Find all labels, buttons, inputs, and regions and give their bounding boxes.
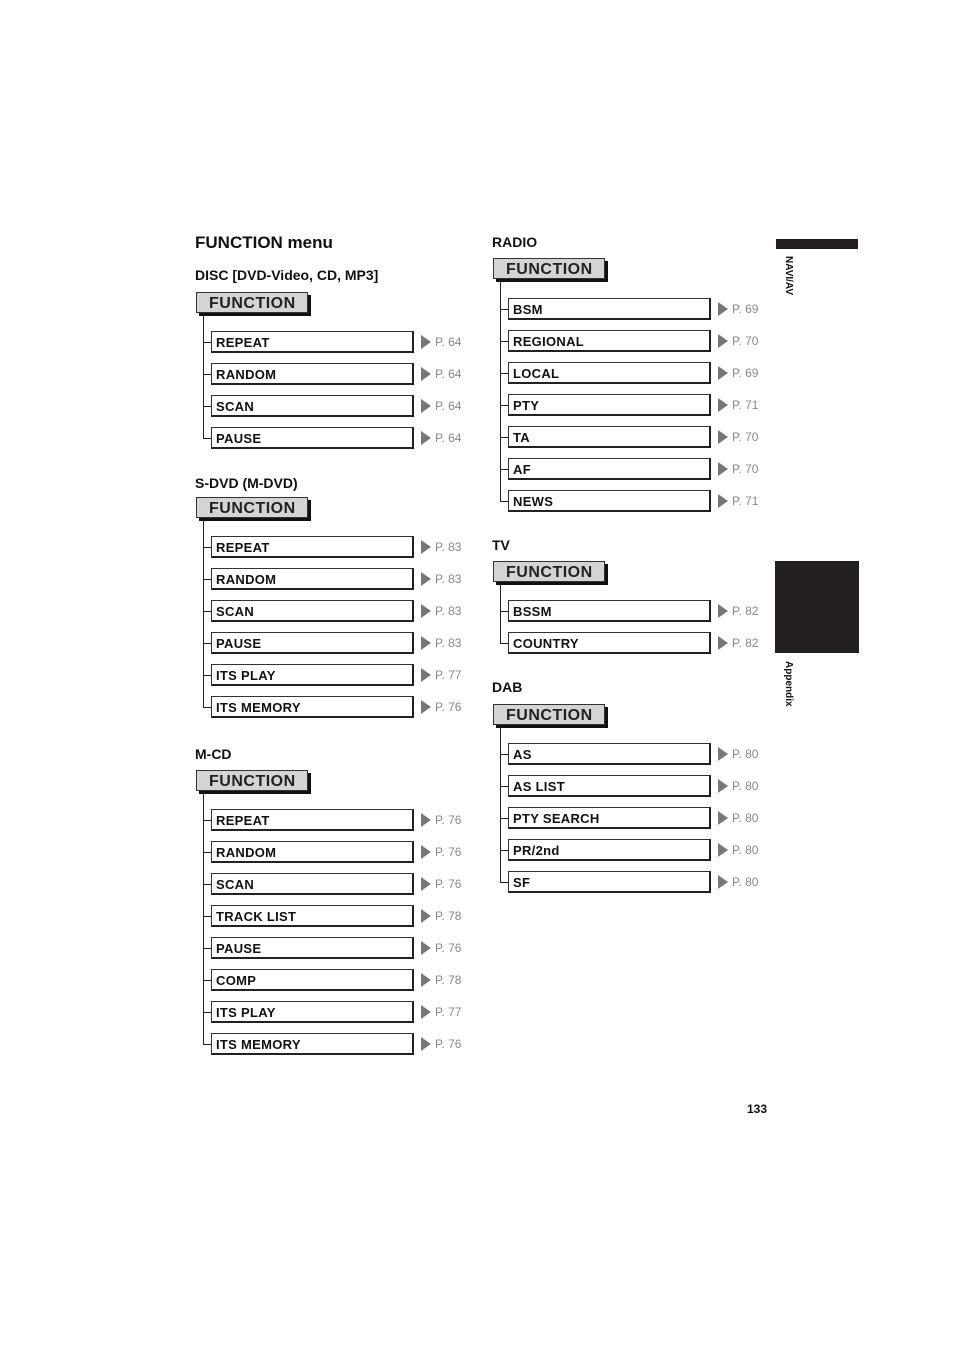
arrow-right-icon	[421, 431, 431, 445]
menu-item-button[interactable]: COMP	[211, 969, 414, 991]
page-reference: P. 76	[435, 700, 462, 714]
arrow-right-icon	[718, 494, 728, 508]
tree-branch	[500, 501, 508, 502]
menu-item-button[interactable]: LOCAL	[508, 362, 711, 384]
function-button[interactable]: FUNCTION	[493, 704, 605, 725]
menu-item-button[interactable]: RANDOM	[211, 363, 414, 385]
arrow-right-icon	[718, 430, 728, 444]
arrow-right-icon	[421, 335, 431, 349]
menu-item-row	[203, 809, 503, 834]
arrow-right-icon	[718, 334, 728, 348]
page-reference: P. 76	[435, 813, 462, 827]
tree-branch	[500, 405, 508, 406]
menu-item-row	[203, 873, 503, 898]
page-reference: P. 82	[732, 636, 759, 650]
menu-item-row	[203, 664, 503, 689]
arrow-right-icon	[421, 399, 431, 413]
arrow-right-icon	[421, 636, 431, 650]
side-tab-appendix: Appendix	[783, 661, 794, 707]
menu-item-button[interactable]: SF	[508, 871, 711, 893]
tree-branch	[203, 1012, 211, 1013]
arrow-right-icon	[421, 909, 431, 923]
arrow-right-icon	[421, 668, 431, 682]
arrow-right-icon	[421, 1037, 431, 1051]
arrow-right-icon	[421, 941, 431, 955]
arrow-right-icon	[718, 636, 728, 650]
arrow-right-icon	[421, 367, 431, 381]
page-reference: P. 80	[732, 779, 759, 793]
menu-item-row	[500, 600, 800, 625]
page-reference: P. 69	[732, 302, 759, 316]
page-reference: P. 76	[435, 845, 462, 859]
menu-item-button[interactable]: BSM	[508, 298, 711, 320]
menu-item-button[interactable]: SCAN	[211, 873, 414, 895]
menu-item-button[interactable]: REPEAT	[211, 331, 414, 353]
side-tab-marker-top	[776, 239, 858, 249]
menu-item-row	[203, 937, 503, 962]
arrow-right-icon	[421, 813, 431, 827]
side-tab-marker-appendix	[775, 561, 859, 653]
tree-branch	[203, 342, 211, 343]
page-reference: P. 80	[732, 747, 759, 761]
page-reference: P. 64	[435, 335, 462, 349]
menu-item-row	[500, 394, 800, 419]
page-reference: P. 78	[435, 973, 462, 987]
page-reference: P. 78	[435, 909, 462, 923]
page-reference: P. 80	[732, 875, 759, 889]
page-reference: P. 70	[732, 334, 759, 348]
tree-branch	[203, 1044, 211, 1045]
page-reference: P. 83	[435, 572, 462, 586]
tree-branch	[203, 643, 211, 644]
arrow-right-icon	[718, 875, 728, 889]
tree-branch	[500, 818, 508, 819]
page-reference: P. 83	[435, 540, 462, 554]
arrow-right-icon	[718, 302, 728, 316]
menu-item-row	[500, 490, 800, 515]
section-title: DISC [DVD-Video, CD, MP3]	[195, 267, 379, 283]
menu-item-button[interactable]: PTY	[508, 394, 711, 416]
menu-item-row	[500, 330, 800, 355]
menu-item-row	[203, 600, 503, 625]
arrow-right-icon	[421, 1005, 431, 1019]
section-title: DAB	[492, 679, 523, 695]
tree-branch	[500, 850, 508, 851]
menu-item-button[interactable]: AF	[508, 458, 711, 480]
page-reference: P. 71	[732, 398, 759, 412]
page-reference: P. 77	[435, 668, 462, 682]
menu-item-row	[500, 839, 800, 864]
menu-item-button[interactable]: BSSM	[508, 600, 711, 622]
menu-item-button[interactable]: TA	[508, 426, 711, 448]
section-title: RADIO	[492, 234, 538, 250]
menu-item-button[interactable]: PR/2nd	[508, 839, 711, 861]
menu-item-row	[203, 363, 503, 388]
menu-item-button[interactable]: ITS PLAY	[211, 1001, 414, 1023]
page-reference: P. 64	[435, 399, 462, 413]
menu-item-button[interactable]: COUNTRY	[508, 632, 711, 654]
page-number: 133	[747, 1102, 768, 1116]
menu-item-row	[203, 841, 503, 866]
menu-item-button[interactable]: PAUSE	[211, 427, 414, 449]
tree-branch	[500, 643, 508, 644]
menu-item-button[interactable]: REPEAT	[211, 536, 414, 558]
menu-item-row	[500, 871, 800, 896]
arrow-right-icon	[718, 747, 728, 761]
page-reference: P. 64	[435, 367, 462, 381]
arrow-right-icon	[718, 779, 728, 793]
arrow-right-icon	[421, 572, 431, 586]
tree-branch	[203, 916, 211, 917]
tree-branch	[203, 707, 211, 708]
arrow-right-icon	[421, 973, 431, 987]
menu-item-row	[203, 1001, 503, 1026]
tree-branch	[203, 547, 211, 548]
tree-branch	[203, 980, 211, 981]
function-button[interactable]: FUNCTION	[196, 292, 308, 313]
tree-branch	[500, 611, 508, 612]
page-title	[195, 233, 333, 253]
arrow-right-icon	[718, 366, 728, 380]
menu-item-row	[203, 1033, 503, 1058]
page-reference: P. 76	[435, 1037, 462, 1051]
menu-item-button[interactable]: RANDOM	[211, 568, 414, 590]
arrow-right-icon	[421, 877, 431, 891]
menu-item-row	[203, 696, 503, 721]
page-reference: P. 71	[732, 494, 759, 508]
function-button[interactable]: FUNCTION	[493, 258, 605, 279]
menu-item-button[interactable]: REPEAT	[211, 809, 414, 831]
tree-branch	[500, 341, 508, 342]
menu-item-row	[500, 743, 800, 768]
page-reference: P. 76	[435, 941, 462, 955]
menu-item-row	[500, 807, 800, 832]
tree-branch	[203, 852, 211, 853]
menu-item-row	[203, 536, 503, 561]
tree-branch	[500, 469, 508, 470]
menu-item-button[interactable]: ITS MEMORY	[211, 1033, 414, 1055]
menu-item-row	[203, 905, 503, 930]
menu-item-button[interactable]: PTY SEARCH	[508, 807, 711, 829]
tree-branch	[500, 309, 508, 310]
section-title: M-CD	[195, 746, 232, 762]
page-reference: P. 76	[435, 877, 462, 891]
page-reference: P. 70	[732, 462, 759, 476]
page-reference: P. 77	[435, 1005, 462, 1019]
tree-branch	[500, 437, 508, 438]
tree-branch	[203, 820, 211, 821]
page-reference: P. 69	[732, 366, 759, 380]
tree-branch	[203, 948, 211, 949]
section-title: TV	[492, 537, 510, 553]
page-reference: P. 80	[732, 811, 759, 825]
menu-item-row	[500, 362, 800, 387]
function-button[interactable]: FUNCTION	[196, 497, 308, 518]
menu-item-row	[500, 298, 800, 323]
tree-branch	[203, 579, 211, 580]
page-reference: P. 80	[732, 843, 759, 857]
menu-item-row	[500, 775, 800, 800]
page-reference: P. 70	[732, 430, 759, 444]
tree-branch	[203, 611, 211, 612]
menu-item-row	[203, 632, 503, 657]
side-tab-navi-av: NAVI/AV	[783, 256, 794, 296]
page-reference: P. 83	[435, 604, 462, 618]
arrow-right-icon	[421, 540, 431, 554]
tree-branch	[203, 675, 211, 676]
tree-branch	[203, 406, 211, 407]
menu-item-button[interactable]: REGIONAL	[508, 330, 711, 352]
page-reference: P. 83	[435, 636, 462, 650]
menu-item-button[interactable]: ITS MEMORY	[211, 696, 414, 718]
menu-item-row	[203, 331, 503, 356]
function-button[interactable]: FUNCTION	[493, 561, 605, 582]
page-title-rest: menu	[282, 233, 333, 252]
section-title: S-DVD (M-DVD)	[195, 475, 298, 491]
tree-branch	[203, 884, 211, 885]
menu-item-button[interactable]: AS LIST	[508, 775, 711, 797]
menu-item-button[interactable]: NEWS	[508, 490, 711, 512]
menu-item-row	[203, 969, 503, 994]
menu-item-button[interactable]: SCAN	[211, 395, 414, 417]
menu-item-button[interactable]: TRACK LIST	[211, 905, 414, 927]
page-reference: P. 64	[435, 431, 462, 445]
arrow-right-icon	[718, 843, 728, 857]
arrow-right-icon	[421, 845, 431, 859]
tree-branch	[500, 373, 508, 374]
arrow-right-icon	[421, 604, 431, 618]
menu-item-row	[203, 427, 503, 452]
menu-item-row	[500, 458, 800, 483]
arrow-right-icon	[718, 462, 728, 476]
menu-item-button[interactable]: ITS PLAY	[211, 664, 414, 686]
arrow-right-icon	[421, 700, 431, 714]
menu-item-row	[203, 568, 503, 593]
page-reference: P. 82	[732, 604, 759, 618]
arrow-right-icon	[718, 604, 728, 618]
page-title-bold: FUNCTION	[195, 233, 283, 252]
menu-item-button[interactable]: PAUSE	[211, 937, 414, 959]
arrow-right-icon	[718, 398, 728, 412]
function-button[interactable]: FUNCTION	[196, 770, 308, 791]
tree-branch	[500, 754, 508, 755]
menu-item-row	[500, 632, 800, 657]
tree-branch	[203, 438, 211, 439]
menu-item-button[interactable]: RANDOM	[211, 841, 414, 863]
menu-item-button[interactable]: PAUSE	[211, 632, 414, 654]
tree-branch	[500, 882, 508, 883]
menu-item-row	[203, 395, 503, 420]
tree-branch	[500, 786, 508, 787]
arrow-right-icon	[718, 811, 728, 825]
menu-item-row	[500, 426, 800, 451]
menu-item-button[interactable]: AS	[508, 743, 711, 765]
menu-item-button[interactable]: SCAN	[211, 600, 414, 622]
tree-branch	[203, 374, 211, 375]
